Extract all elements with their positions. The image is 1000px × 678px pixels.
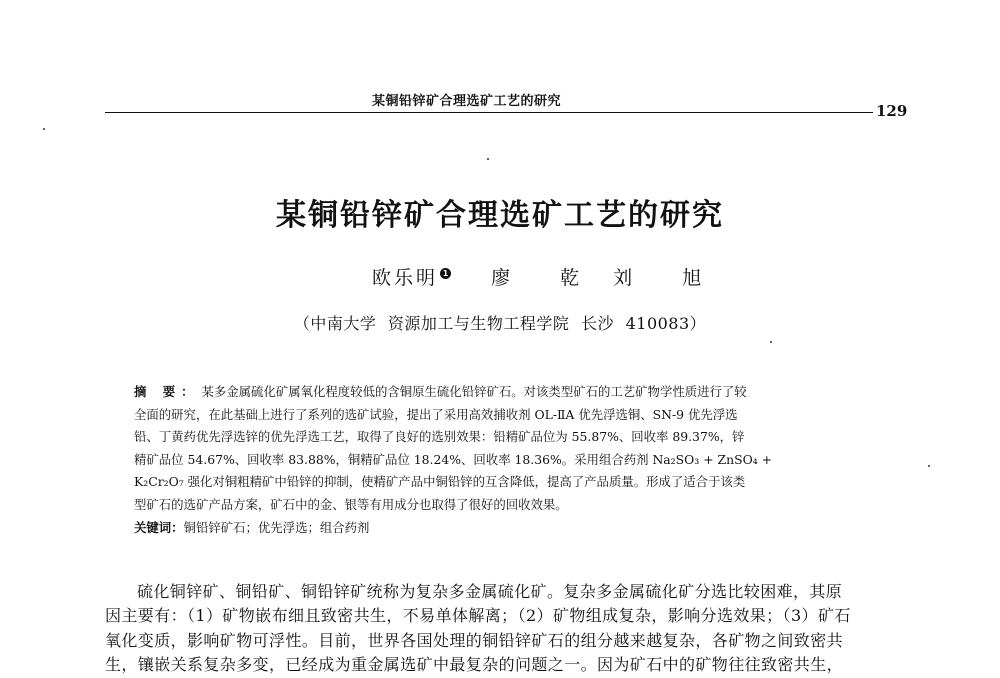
abstract-text: 某多金属硫化矿属氧化程度较低的含铜原生硫化铅锌矿石。对该类型矿石的工艺矿物学性质进行了较 xyxy=(201,384,747,399)
author-list xyxy=(372,263,723,290)
abstract-block xyxy=(134,381,882,539)
keywords-line xyxy=(134,517,882,540)
body-line: 硫化铜锌矿、铜铅矿、铜铅锌矿统称为复杂多金属硫化矿。复杂多金属硫化矿分选比较困难，其原 xyxy=(137,582,843,601)
footnote-marker[interactable]: 1 xyxy=(440,268,451,279)
body-line: 氧化变质，影响矿物可浮性。目前，世界各国处理的铜铅锌矿石的组分越来越复杂，各矿物之间致密共 xyxy=(105,630,844,650)
scan-speck xyxy=(487,158,489,160)
keywords-label: 关键词： xyxy=(134,519,184,535)
header-rule xyxy=(105,112,873,113)
author-name: 欧乐明 xyxy=(372,267,439,289)
page-number: 129 xyxy=(876,102,908,120)
body-line: 因主要有：（1）矿物嵌布细且致密共生，不易单体解离；（2）矿物组成复杂，影响分选效果；（3）矿石 xyxy=(105,606,851,626)
body-line: 生，镶嵌关系复杂多变，已经成为重金属选矿中最复杂的问题之一。因为矿石中的矿物往往致密共生， xyxy=(105,654,844,674)
abstract-line: 精矿品位 54.67%、回收率 83.88%，铜精矿品位 18.24%、回收率 18.36%。采用组合药剂 Na₂SO₃ + ZnSO₄ + xyxy=(134,451,773,467)
author-name: 廖 乾 xyxy=(491,267,602,289)
scan-speck xyxy=(770,341,772,343)
author-affiliation: （中南大学 资源加工与生物工程学院 长沙 410083） xyxy=(293,314,707,333)
article-title: 某铜铅锌矿合理选矿工艺的研究 xyxy=(276,198,724,233)
abstract-line: K₂Cr₂O₇ 强化对铜粗精矿中铅锌的抑制，使精矿产品中铜铅锌的互含降低，提高了产品质量。形成了适合于该类 xyxy=(134,474,746,490)
abstract-line: 型矿石的选矿产品方案，矿石中的金、银等有用成分也取得了很好的回收效果。 xyxy=(134,496,568,512)
body-paragraph xyxy=(105,580,905,677)
running-header-title: 某铜铅锌矿合理选矿工艺的研究 xyxy=(372,94,562,109)
scan-speck xyxy=(43,128,45,130)
abstract-line: 全面的研究，在此基础上进行了系列的选矿试验，提出了采用高效捕收剂 OL-ⅡA 优先浮选铜、SN-9 优先浮选 xyxy=(134,406,738,422)
author-name: 刘 旭 xyxy=(613,267,724,289)
abstract-label: 摘 要： xyxy=(134,384,200,399)
abstract-line: 铅、丁黄药优先浮选锌的优先浮选工艺，取得了良好的选别效果：铅精矿品位为 55.87%、回收率 89.37%，锌 xyxy=(134,429,745,445)
keywords-text: 铜铅锌矿石；优先浮选；组合药剂 xyxy=(183,519,370,535)
abstract-line xyxy=(134,381,882,404)
scan-speck xyxy=(928,465,930,467)
